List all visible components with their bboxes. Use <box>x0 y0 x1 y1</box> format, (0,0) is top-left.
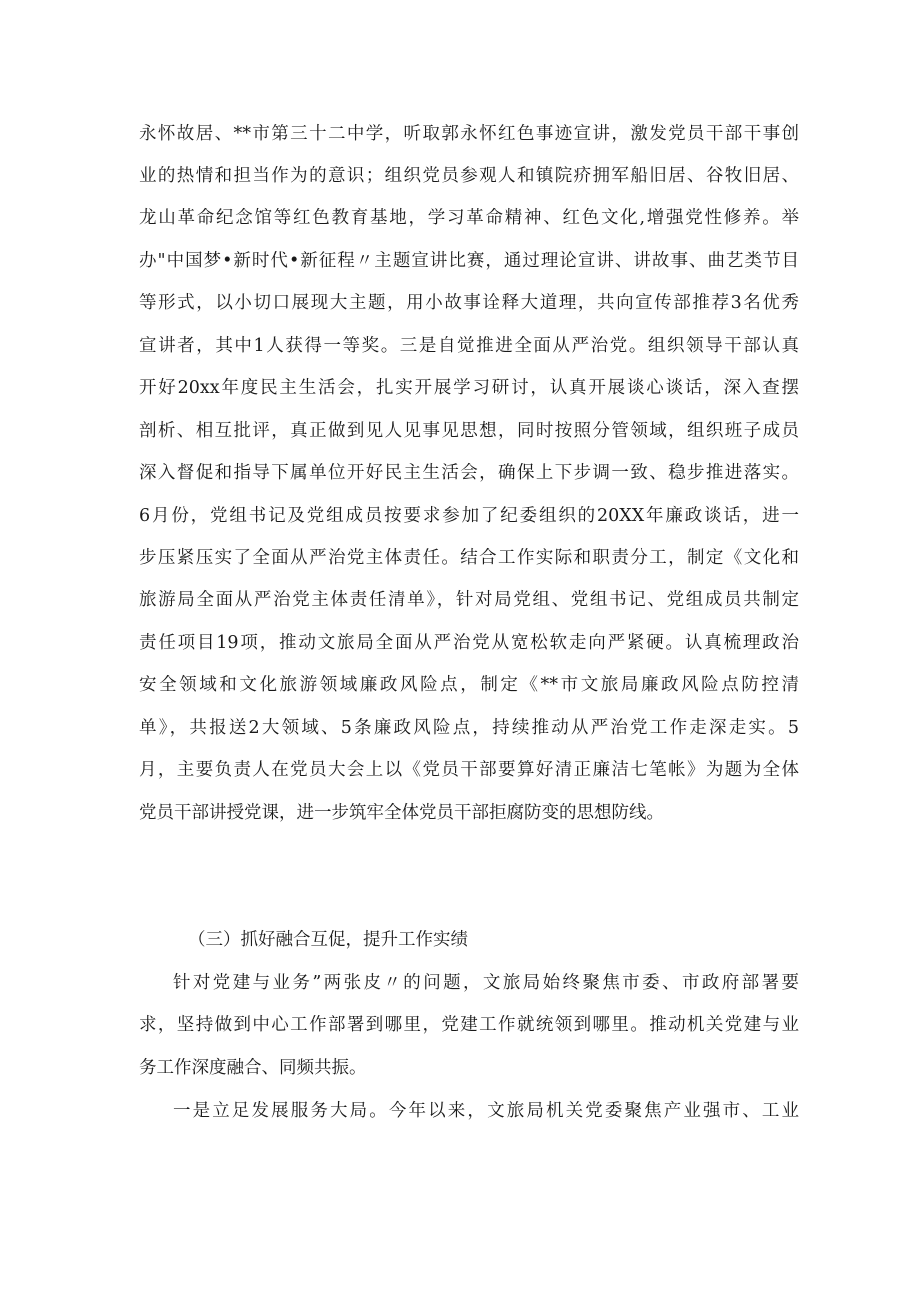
paragraph-line: 步压紧压实了全面从严治党主体责任。结合工作实际和职责分工，制定《文化和 <box>139 548 799 568</box>
paragraph-line: 务工作深度融合、同频共振。 <box>139 1058 367 1078</box>
paragraph-line: 针对党建与业务”两张皮〃的问题，文旅局始终聚焦市委、市政府部署要 <box>173 973 799 993</box>
paragraph-line: 宣讲者，其中1人获得一等奖。三是自觉推进全面从严治党。组织领导干部认真 <box>139 336 799 356</box>
paragraph-line: 开好20xx年度民主生活会，扎实开展学习研讨，认真开展谈心谈话，深入查摆 <box>139 378 799 398</box>
paragraph-line: 6月份，党组书记及党组成员按要求参加了纪委组织的20XX年廉政谈话，进一 <box>139 506 799 526</box>
paragraph-line: 旅游局全面从严治党主体责任清单》，针对局党组、党组书记、党组成员共制定 <box>139 590 799 610</box>
paragraph-line: 月，主要负责人在党员大会上以《党员干部要算好清正廉洁七笔帐》为题为全体 <box>139 760 799 780</box>
paragraph-line: 等形式，以小切口展现大主题，用小故事诠释大道理，共向宣传部推荐3名优秀 <box>139 293 799 313</box>
paragraph-line: 责任项目19项，推动文旅局全面从严治党从宽松软走向严紧硬。认真梳理政治 <box>139 633 799 653</box>
paragraph-line: 求，坚持做到中心工作部署到哪里，党建工作就统领到哪里。推动机关党建与业 <box>139 1015 799 1035</box>
paragraph-line: 深入督促和指导下属单位开好民主生活会，确保上下步调一致、稳步推进落实。 <box>139 463 799 483</box>
paragraph-line: 龙山革命纪念馆等红色教育基地，学习革命精神、红色文化,增强党性修养。举 <box>139 208 799 228</box>
paragraph-line: 单》，共报送2大领域、5条廉政风险点，持续推动从严治党工作走深走实。5 <box>139 718 799 738</box>
paragraph-line: 剖析、相互批评，真正做到见人见事见思想，同时按照分管领域，组织班子成员 <box>139 421 799 441</box>
paragraph-line: 办"中国梦•新时代•新征程〃主题宣讲比赛，通过理论宣讲、讲故事、曲艺类节目 <box>139 251 799 271</box>
paragraph-line: 业的热情和担当作为的意识；组织党员参观人和镇院疥拥军船旧居、谷牧旧居、 <box>139 166 799 186</box>
paragraph-line: 安全领域和文化旅游领域廉政风险点，制定《**市文旅局廉政风险点防控清 <box>139 675 799 695</box>
section-heading: （三）抓好融合互促，提升工作实绩 <box>188 930 468 950</box>
paragraph-line: 永怀故居、**市第三十二中学，听取郭永怀红色事迹宣讲，激发党员干部干事创 <box>139 124 799 144</box>
paragraph-line: 一是立足发展服务大局。今年以来，文旅局机关党委聚焦产业强市、工业 <box>173 1101 799 1121</box>
paragraph-line: 党员干部讲授党课，进一步筑牢全体党员干部拒腐防变的思想防线。 <box>139 803 664 823</box>
